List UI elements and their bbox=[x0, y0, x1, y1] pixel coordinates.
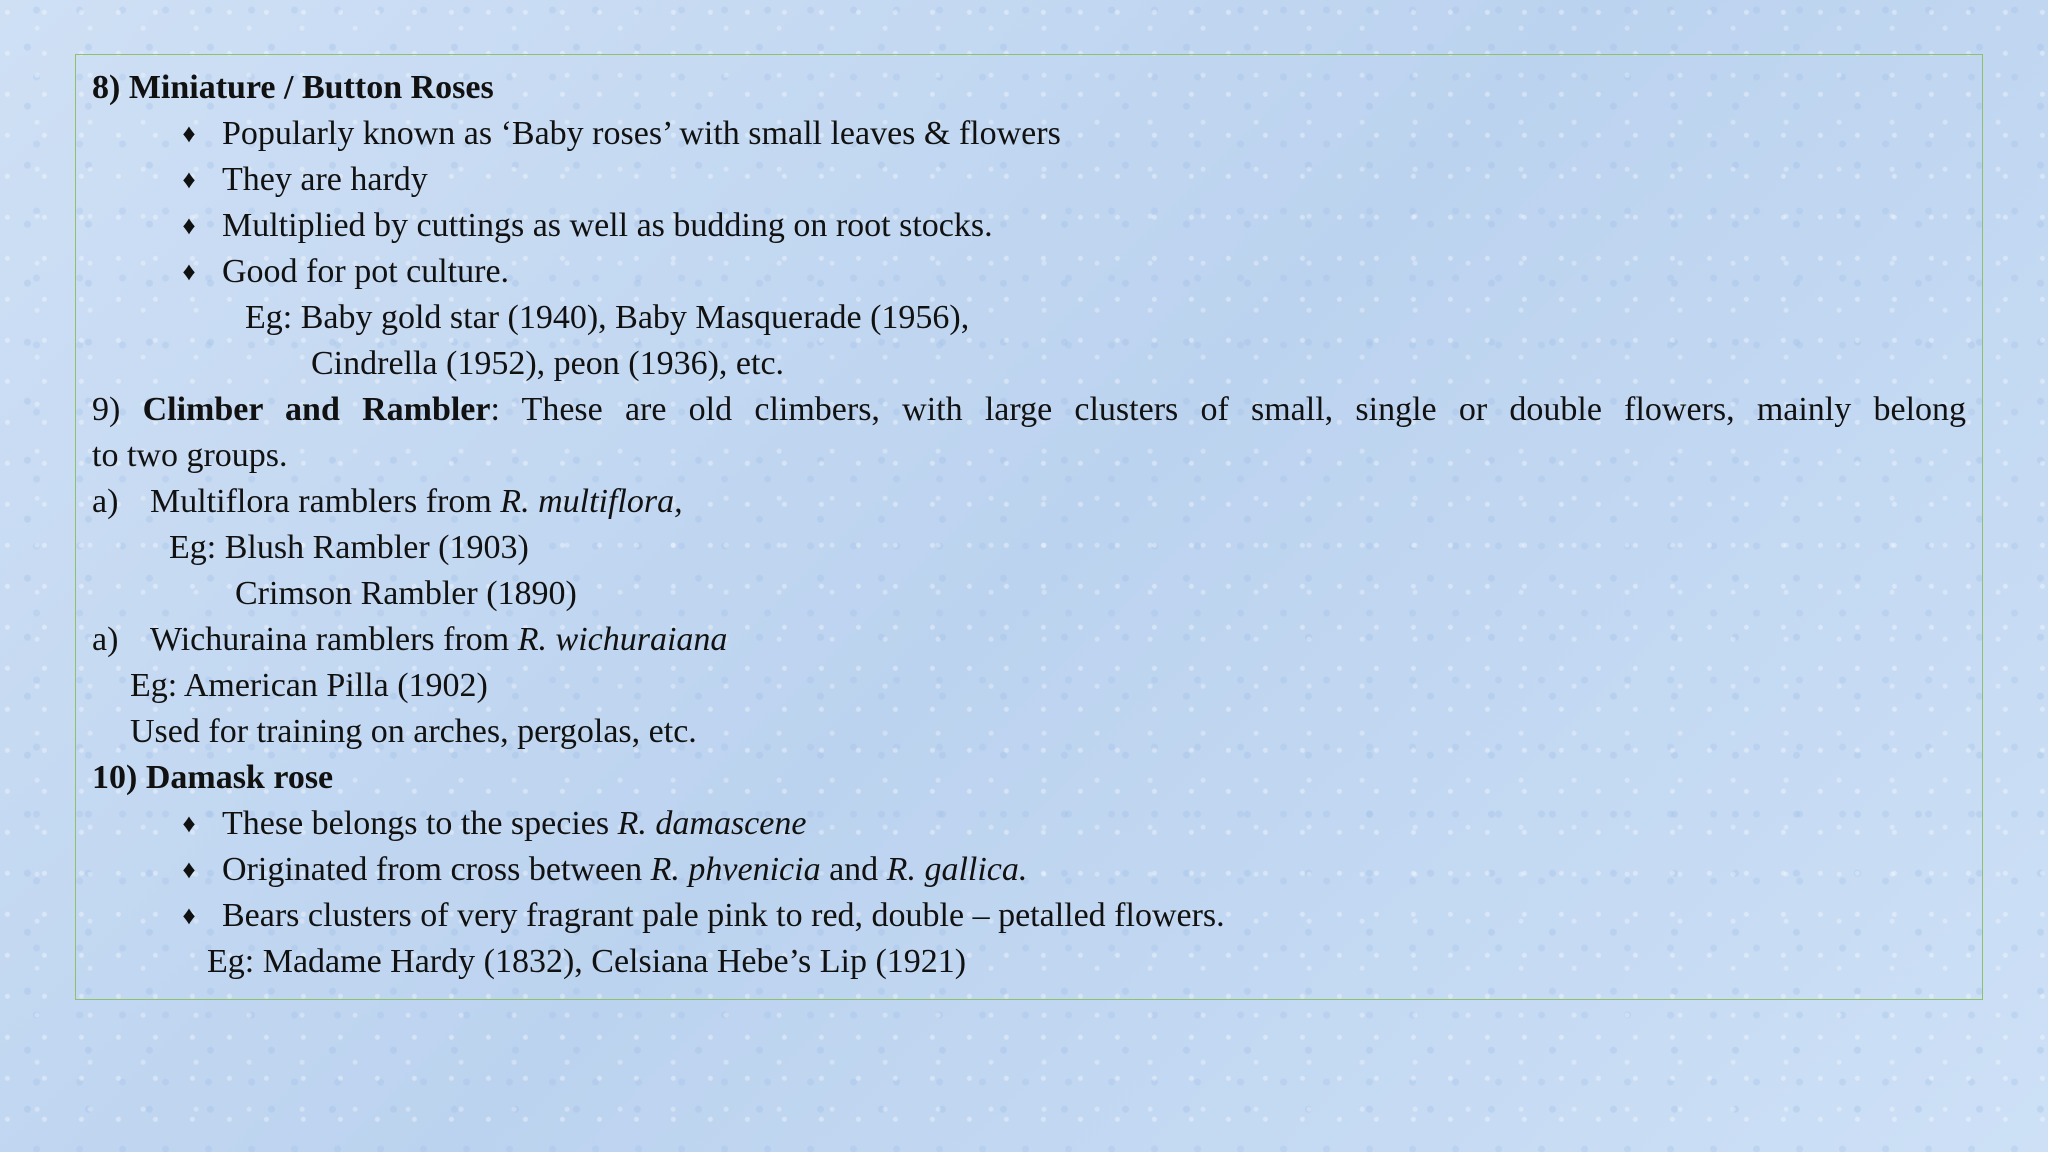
section-9-description: : These are old climbers, with large clusters of small, single or double flowers, mainly belong bbox=[490, 391, 1967, 428]
bullet-item bbox=[92, 249, 1966, 295]
group-a-item bbox=[92, 479, 1966, 525]
bullet-item bbox=[92, 893, 1966, 939]
group-text: Wichuraina ramblers from bbox=[150, 621, 518, 658]
example-line: Cindrella (1952), peon (1936), etc. bbox=[311, 345, 785, 382]
bullet-text: Originated from cross between bbox=[222, 851, 651, 888]
example-line: Eg: Baby gold star (1940), Baby Masquerade (1956), bbox=[245, 299, 970, 336]
bullet-text: Multiplied by cuttings as well as budding on root stocks. bbox=[222, 207, 993, 244]
section-10-heading: 10) Damask rose bbox=[92, 759, 334, 796]
diamond-bullet-icon: ♦ bbox=[182, 855, 196, 884]
bullet-item bbox=[92, 111, 1966, 157]
example-line: Eg: Madame Hardy (1832), Celsiana Hebe’s Lip (1921) bbox=[207, 943, 967, 980]
group-text: Multiflora ramblers from bbox=[150, 483, 501, 520]
bullet-text: Popularly known as ‘Baby roses’ with small leaves & flowers bbox=[222, 115, 1061, 152]
bullet-text: These belongs to the species bbox=[222, 805, 618, 842]
group-species: R. multiflora, bbox=[500, 483, 683, 520]
example-line: Crimson Rambler (1890) bbox=[235, 575, 577, 612]
content-box bbox=[75, 54, 1983, 1000]
group-marker: a) bbox=[92, 621, 119, 658]
section-9-number: 9) bbox=[92, 391, 121, 428]
bullet-item bbox=[92, 847, 1966, 893]
species-name: R. damascene bbox=[617, 805, 807, 842]
group-b-item bbox=[92, 617, 1966, 663]
bullet-text: and bbox=[820, 851, 887, 888]
diamond-bullet-icon: ♦ bbox=[182, 257, 196, 286]
diamond-bullet-icon: ♦ bbox=[182, 119, 196, 148]
bullet-item bbox=[92, 203, 1966, 249]
species-name: R. gallica. bbox=[886, 851, 1028, 888]
group-species: R. wichuraiana bbox=[517, 621, 728, 658]
section-9-term: Climber and Rambler bbox=[142, 391, 491, 428]
diamond-bullet-icon: ♦ bbox=[182, 211, 196, 240]
bullet-item bbox=[92, 157, 1966, 203]
example-line: Eg: American Pilla (1902) bbox=[130, 667, 488, 704]
group-marker: a) bbox=[92, 483, 119, 520]
usage-line: Used for training on arches, pergolas, etc. bbox=[130, 713, 697, 750]
bullet-text: They are hardy bbox=[222, 161, 428, 198]
example-line: Eg: Blush Rambler (1903) bbox=[169, 529, 529, 566]
section-9-description-cont: to two groups. bbox=[92, 437, 288, 474]
diamond-bullet-icon: ♦ bbox=[182, 901, 196, 930]
bullet-text: Bears clusters of very fragrant pale pink to red, double – petalled flowers. bbox=[222, 897, 1225, 934]
section-9-paragraph bbox=[92, 387, 1966, 433]
species-name: R. phvenicia bbox=[650, 851, 821, 888]
section-8-heading: 8) Miniature / Button Roses bbox=[92, 69, 494, 106]
diamond-bullet-icon: ♦ bbox=[182, 809, 196, 838]
diamond-bullet-icon: ♦ bbox=[182, 165, 196, 194]
bullet-item bbox=[92, 801, 1966, 847]
bullet-text: Good for pot culture. bbox=[222, 253, 510, 290]
